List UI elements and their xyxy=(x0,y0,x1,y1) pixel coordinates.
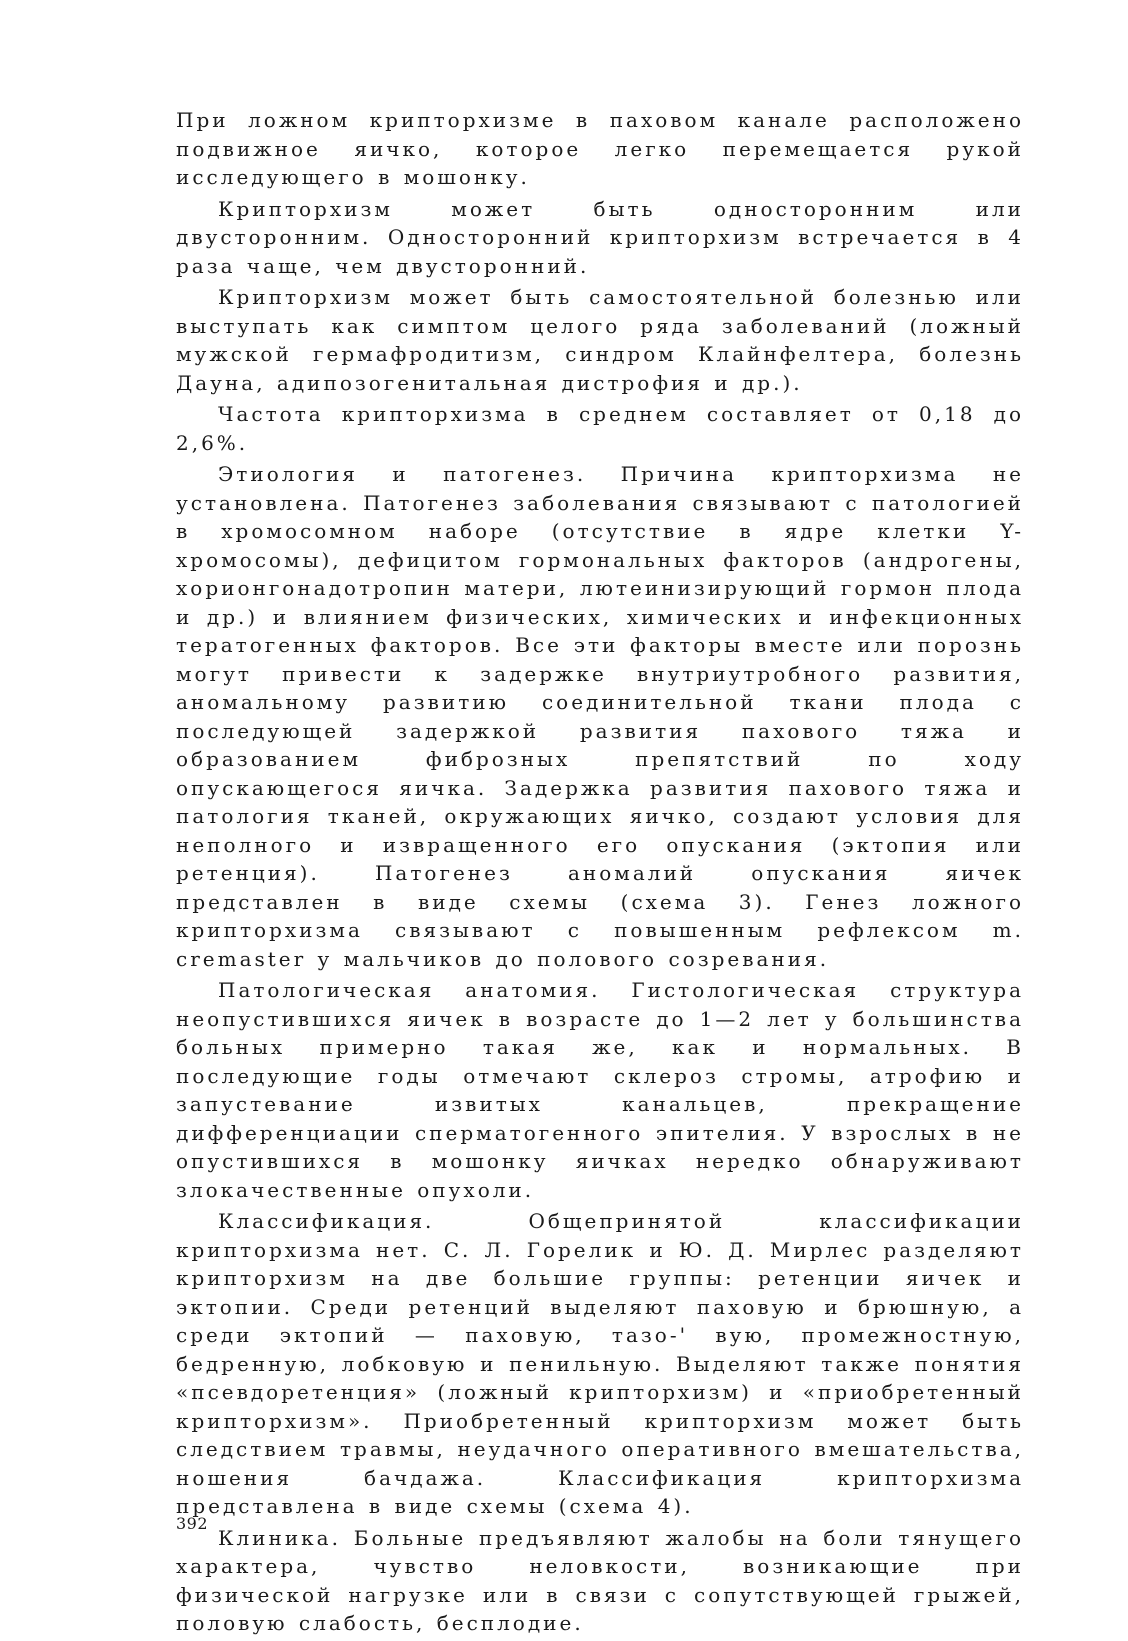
page-number: 392 xyxy=(176,1514,209,1533)
paragraph-classification: Классификация. Общепринятой классификации крипторхизма нет. С. Л. Горелик и Ю. Д. Мирлес разделяют крипторхизм на две большие группы: ретенции яичек и эктопии. Среди ретенций выделяют паховую и брюшную, а среди эктопий — паховую, тазо-' вую, промежностную, бедренную, лобковую и пенильную. Выделяют также понятия «псевдоретенция» (ложный крипторхизм) и «приобретенный крипторхизм». Приобретенный крипторхизм может быть следствием травмы, неудачного оперативного вмешательства, ношения бачдажа. Классификация крипторхизма представлена в виде схемы (схема 4). xyxy=(176,1209,1024,1518)
paragraph-frequency: Частота крипторхизма в среднем составляет от 0,18 до 2,6%. xyxy=(176,402,1024,455)
paragraph-etiology-pathogenesis: Этиология и патогенез. Причина крипторхизма не установлена. Патогенез заболевания связывают с патологией в хромосомном наборе (отсутствие в ядре клетки Y-хромосомы), дефицитом гормональных факторов (андрогены, хорионгонадотропин матери, лютеинизирующий гормон плода и др.) и влиянием физических, химических и инфекционных тератогенных факторов. Все эти факторы вместе или порознь могут привести к задержке внутриутробного развития, аномальному развитию соединительной ткани плода с последующей задержкой развития пахового тяжа и образованием фиброзных препятствий по ходу опускающегося яичка. Задержка развития пахового тяжа и патология тканей, окружающих яичко, создают условия для неполного и извращенного его опускания (эктопия или ретенция). Патогенез аномалий опускания яичек представлен в виде схемы (схема 3). Генез ложного крипторхизма связывают с повышенным рефлексом m. cremaster у мальчиков до полового созревания. xyxy=(176,462,1024,971)
paragraph-unilateral-bilateral: Крипторхизм может быть односторонним или двусторонним. Односторонний крипторхизм встречается в 4 раза чаще, чем двусторонний. xyxy=(176,196,1024,278)
paragraph-pathological-anatomy: Патологическая анатомия. Гистологическая структура неопустившихся яичек в возрасте до 1—2 лет у большинства больных примерно такая же, как и нормальных. В последующие годы отмечают склероз стромы, атрофию и запустевание извитых канальцев, прекращение дифференциации сперматогенного эпителия. У взрослых в не опустившихся в мошонку яичках нередко обнаруживают злокачественные опухоли. xyxy=(176,978,1024,1202)
page-body xyxy=(176,106,1024,1641)
paragraph-false-cryptorchidism: При ложном крипторхизме в паховом канале расположено подвижное яичко, которое легко перемещается рукой исследующего в мошонку. xyxy=(176,108,1024,189)
paragraph-clinic: Клиника. Больные предъявляют жалобы на боли тянущего характера, чувство неловкости, возникающие при физической нагрузке или в связи с сопутствующей грыжей, половую слабость, бесплодие. xyxy=(176,1525,1024,1635)
paragraph-symptom-of-diseases: Крипторхизм может быть самостоятельной болезнью или выступать как симптом целого ряда заболеваний (ложный мужской гермафродитизм, синдром Клайнфелтера, болезнь Дауна, адипозогенитальная дистрофия и др.). xyxy=(176,285,1024,395)
